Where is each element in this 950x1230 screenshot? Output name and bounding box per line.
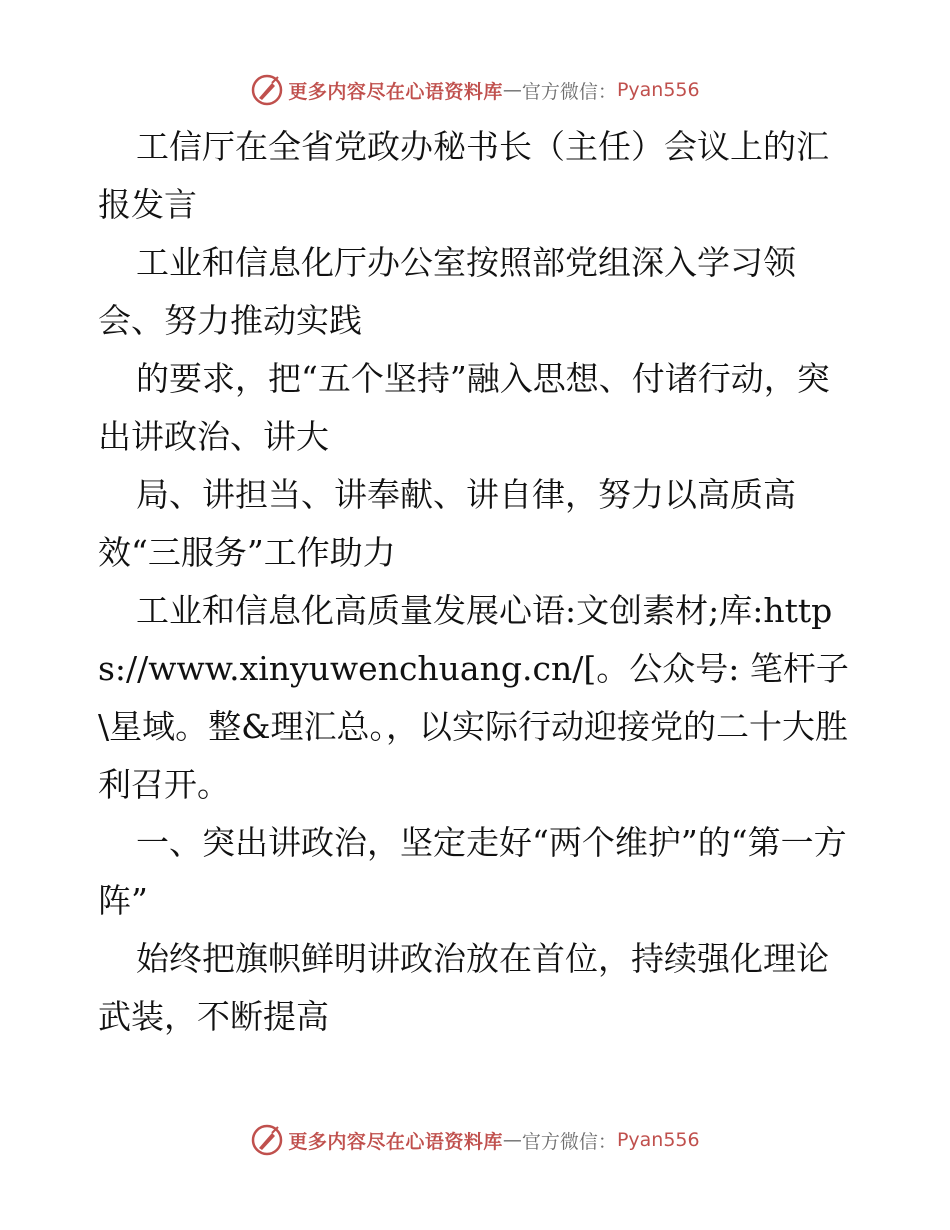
- watermark-brand: 更多内容尽在心语资料库: [288, 1130, 503, 1153]
- watermark-brand: 更多内容尽在心语资料库: [288, 80, 503, 103]
- section-heading: 一、突出讲政治，坚定走好“两个维护”的“第一方阵”: [98, 823, 847, 920]
- watermark-dash: —: [502, 1129, 522, 1151]
- watermark-wechat-id: Pyan556: [616, 1129, 700, 1151]
- watermark-wechat-id: Pyan556: [616, 79, 700, 101]
- watermark-official-label: 官方微信：: [521, 1130, 617, 1153]
- watermark-official-label: 官方微信：: [521, 80, 617, 103]
- quill-pen-logo-icon: [250, 1123, 284, 1157]
- paragraph: 始终把旗帜鲜明讲政治放在首位，持续强化理论武装，不断提高: [98, 939, 829, 1036]
- header-watermark: [0, 70, 950, 110]
- paragraph: 工业和信息化厅办公室按照部党组深入学习领会、努力推动实践: [98, 243, 796, 340]
- watermark-dash: —: [502, 79, 522, 101]
- paragraph: 的要求，把“五个坚持”融入思想、付诸行动，突出讲政治、讲大: [98, 359, 830, 456]
- document-title: 工信厅在全省党政办秘书长（主任）会议上的汇报发言: [98, 127, 829, 224]
- quill-pen-logo-icon: [250, 73, 284, 107]
- document-body: [98, 118, 858, 1046]
- footer-watermark: [0, 1120, 950, 1160]
- paragraph: 工业和信息化高质量发展心语:文创素材;库:https://www.xinyuwenchuang.cn/[。公众号: 笔杆子\星域。整&理汇总。，以实际行动迎接党的二十大胜利召开。: [98, 591, 849, 804]
- paragraph: 局、讲担当、讲奉献、讲自律，努力以高质高效“三服务”工作助力: [98, 475, 796, 572]
